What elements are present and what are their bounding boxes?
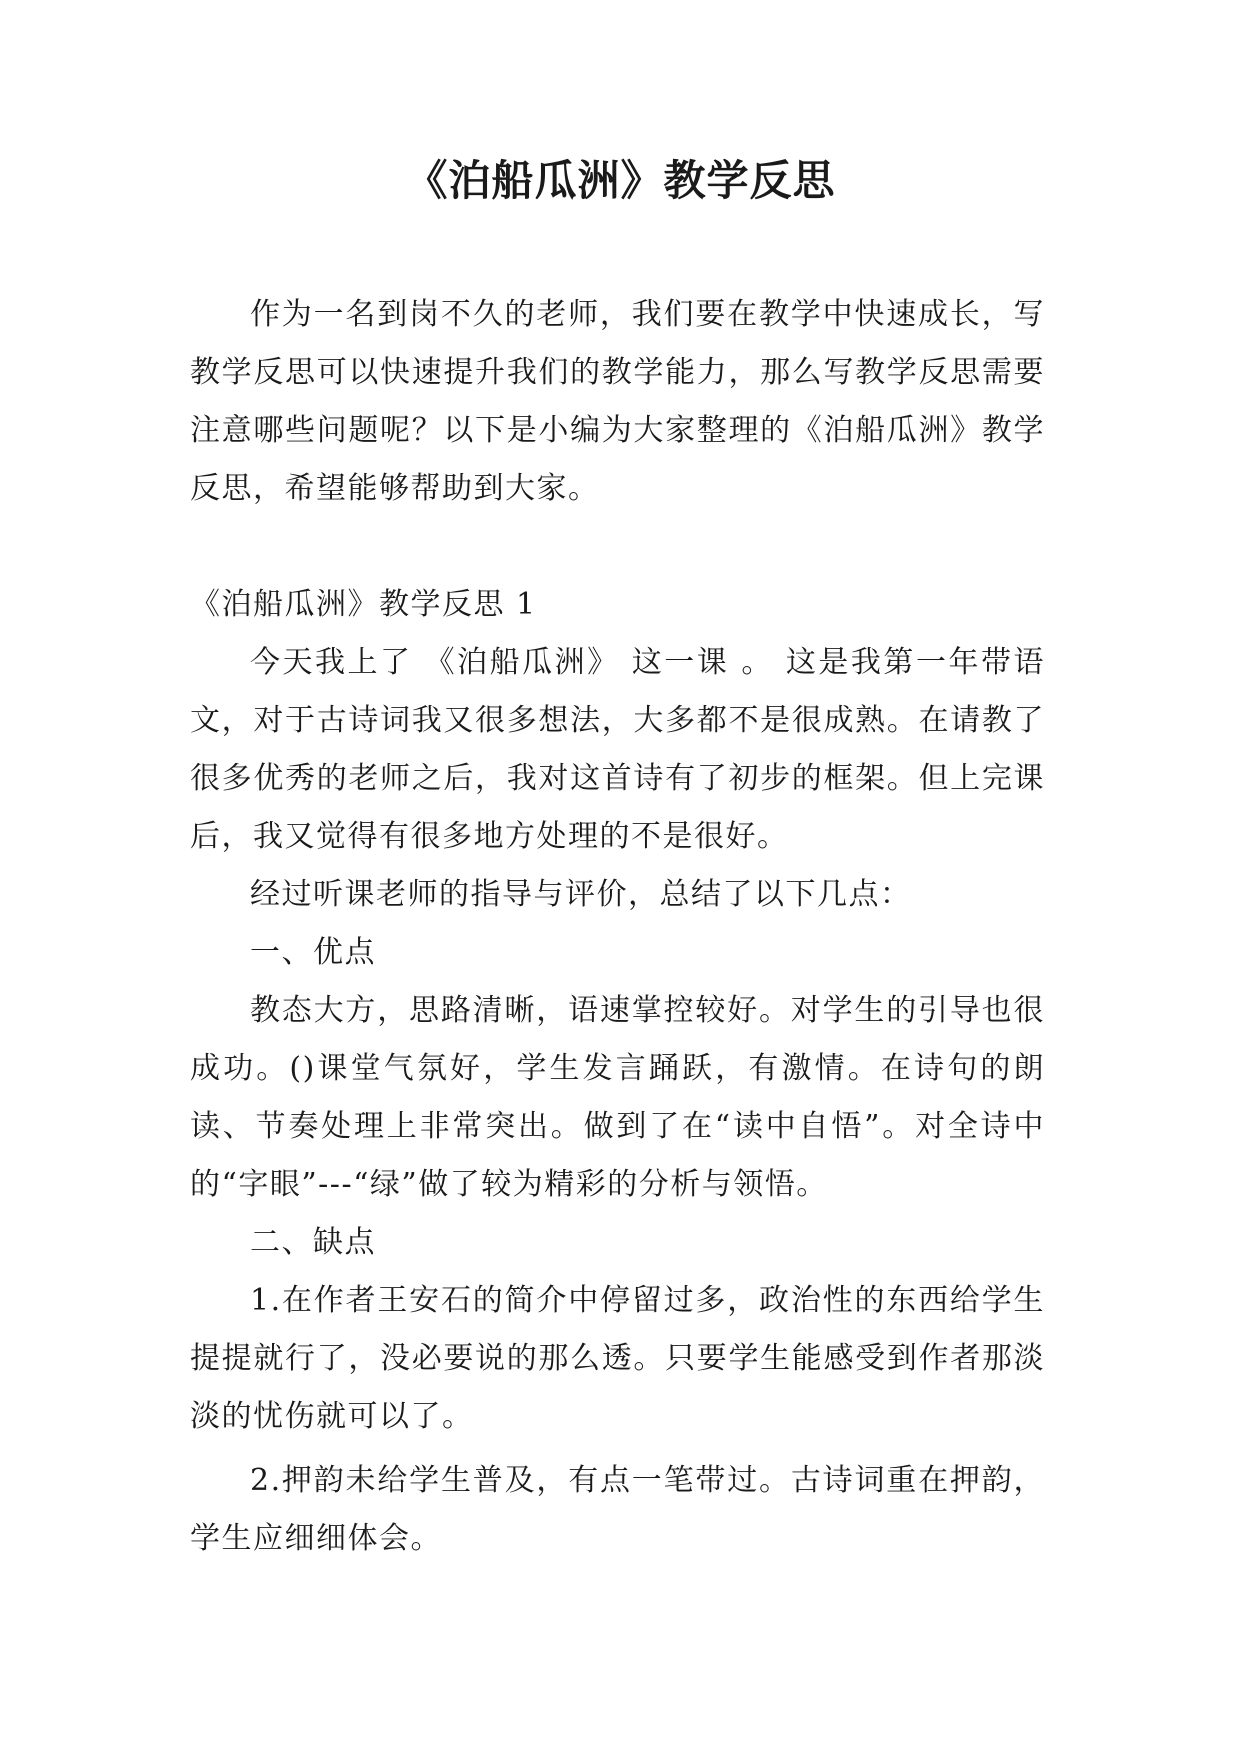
intro-paragraph: 作为一名到岗不久的老师，我们要在教学中快速成长，写教学反思可以快速提升我们的教学能力，那么写教学反思需要注意哪些问题呢？以下是小编为大家整理的《泊船瓜洲》教学反思，希望能够帮助到大家。 — [190, 297, 1045, 506]
document-body — [190, 286, 1045, 1568]
subheading-shortcomings: 二、缺点 — [250, 1225, 376, 1260]
subheading-advantages: 一、优点 — [250, 935, 376, 970]
body-paragraph: 今天我上了 《泊船瓜洲》 这一课 。 这是我第一年带语文，对于古诗词我又很多想法，大多都不是很成熟。在请教了很多优秀的老师之后，我对这首诗有了初步的框架。但上完课后，我又觉得有很多地方处理的不是很好。 — [190, 645, 1045, 854]
spacer — [190, 518, 1045, 576]
document-title: 《泊船瓜洲》教学反思 — [405, 156, 836, 205]
body-paragraph: 经过听课老师的指导与评价，总结了以下几点： — [250, 877, 912, 912]
list-item: 2.押韵未给学生普及，有点一笔带过。古诗词重在押韵，学生应细细体会。 — [190, 1463, 1045, 1556]
list-item: 1.在作者王安石的简介中停留过多，政治性的东西给学生提提就行了，没必要说的那么透。只要学生能感受到作者那淡淡的忧伤就可以了。 — [190, 1283, 1045, 1434]
body-paragraph: 教态大方，思路清晰，语速掌控较好。对学生的引导也很成功。()课堂气氛好，学生发言踊跃，有激情。在诗句的朗读、节奏处理上非常突出。做到了在“读中自悟”。对全诗中的“字眼”---“绿”做了较为精彩的分析与领悟。 — [190, 993, 1045, 1202]
section-heading: 《泊船瓜洲》教学反思 1 — [190, 587, 537, 622]
